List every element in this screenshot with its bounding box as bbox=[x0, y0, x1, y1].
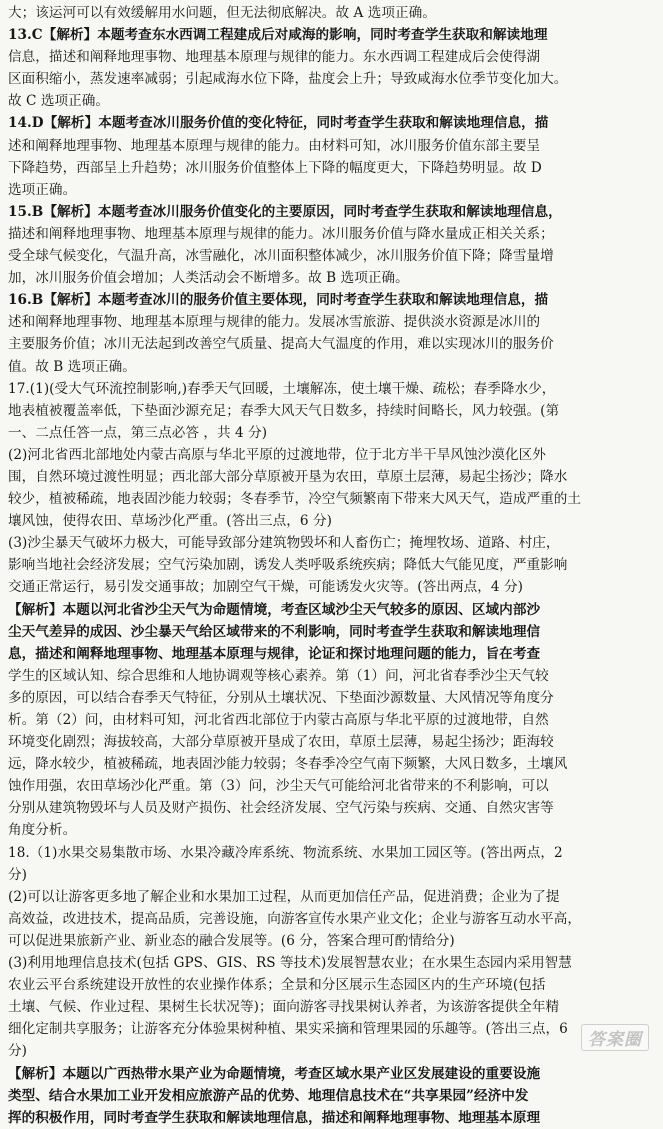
text-line: 18.（1)水果交易集散市场、水果冷藏冷库系统、物流系统、水果加工园区等。(答出两点，2 bbox=[8, 844, 563, 861]
text-line: 述和阐释地理事物、地理基本原理与规律的能力。发展冰雪旅游、提供淡水资源是冰川的 bbox=[8, 314, 541, 331]
text-line: 大；该运河可以有效缓解用水问题，但无法彻底解决。故 A 选项正确。 bbox=[8, 5, 436, 21]
text-line: 析。第（2）问，由材料可知，河北省西北部位于内蒙古高原与华北平原的过渡地带，自然 bbox=[8, 712, 549, 728]
text-line: 息，描述和阐释地理事物、地理基本原理与规律，论证和探讨地理问题的能力，旨在考查 bbox=[8, 645, 541, 662]
text-line: 16.B【解析】本题考查冰川的服务价值主要体现，同时考查学生获取和解读地理信息，描 bbox=[8, 292, 549, 309]
text-line: 选项正确。 bbox=[8, 181, 77, 198]
text-line: 多的原因，可以结合春季天气特征，分别从土壤状况、下垫面沙源数量、大风情况等角度分 bbox=[8, 689, 554, 706]
text-line: 15.B【解析】本题考查冰川服务价值变化的主要原因，同时考查学生获取和解读地理信息， bbox=[8, 203, 562, 220]
text-line: (3)利用地理信息技术(包括 GPS、GIS、RS 等技术)发展智慧农业；在水果生态园内采用智慧 bbox=[8, 955, 572, 972]
text-line: 故 C 选项正确。 bbox=[8, 93, 110, 110]
text-line: 学生的区域认知、综合思维和人地协调观等核心素养。第（1）问，河北省春季沙尘天气较 bbox=[8, 667, 549, 684]
text-line: 信息，描述和阐释地理事物、地理基本原理与规律的能力。东水西调工程建成后会使得湖 bbox=[8, 49, 541, 66]
text-line: 【解析】本题以广西热带水果产业为命题情境，考查区域水果产业区发展建设的重要设施 bbox=[8, 1065, 541, 1082]
text-line: 蚀作用强，农田草场沙化严重。第（3）问，沙尘天气可能给河北省带来的不利影响，可以 bbox=[8, 778, 549, 795]
text-line: 受全球气候变化，气温升高，冰雪融化，冰川面积整体减少，冰川服务价值下降；降雪量增 bbox=[8, 248, 554, 265]
text-line: 影响当地社会经济发展；空气污染加剧，诱发人类呼吸系统疾病；降低大气能见度，严重影响 bbox=[8, 557, 568, 574]
text-line: 远，降水较少，植被稀疏，地表固沙能力较弱；冬春季冷空气南下频繁，大风日数多，土壤风 bbox=[8, 756, 568, 773]
text-line: 13.C【解析】本题考查东水西调工程建成后对咸海的影响，同时考查学生获取和解读地理 bbox=[8, 27, 548, 44]
text-line: 分) bbox=[8, 866, 27, 883]
text-line: (2)河北省西北部地处内蒙古高原与华北平原的过渡地带，位于北方半干旱风蚀沙漠化区外 bbox=[8, 446, 546, 463]
text-line: 值。故 B 选项正确。 bbox=[8, 358, 136, 375]
text-line: 土壤、气候、作业过程、果树生长状况等)；面向游客寻找果树认养者，为该游客提供全年精 bbox=[8, 999, 560, 1016]
text-line: 尘天气差异的成因、沙尘暴天气给区域带来的不利影响，同时考查学生获取和解读地理信 bbox=[8, 623, 541, 640]
text-line: 17.(1)(受大气环流控制影响,)春季天气回暖，土壤解冻，使土壤干燥、疏松；春季降水少， bbox=[8, 380, 556, 397]
text-line: 14.D【解析】本题考查冰川服务价值的变化特征，同时考查学生获取和解读地理信息，描 bbox=[8, 115, 549, 132]
text-line: 描述和阐释地理事物、地理基本原理与规律的能力。冰川服务价值与降水量成正相关关系； bbox=[8, 225, 554, 242]
text-line: 一、二点任答一点，第三点必答 ，共 4 分) bbox=[8, 424, 268, 441]
text-line: 分别从建筑物毁坏与人员及财产损伤、社会经济发展、空气污染与疾病、交通、自然灾害等 bbox=[8, 800, 554, 817]
text-line: 【解析】本题以河北省沙尘天气为命题情境，考查区域沙尘天气较多的原因、区域内部沙 bbox=[8, 601, 541, 618]
text-line: 高效益，改进技术，提高品质，完善设施，向游客宣传水果产业文化；企业与游客互动水平高， bbox=[8, 910, 582, 927]
text-line: 下降趋势，西部呈上升趋势；冰川服务价值整体上下降的幅度更大，下降趋势明显。故 D bbox=[8, 159, 542, 176]
text-line: 角度分析。 bbox=[8, 822, 77, 839]
text-line: (3)沙尘暴天气破坏力极大，可能导致部分建筑物毁坏和人畜伤亡；掩埋牧场、道路、村庄， bbox=[8, 535, 560, 552]
text-line: 加，冰川服务价值会增加；人类活动会不断增多。故 B 选项正确。 bbox=[8, 270, 409, 287]
text-line: 环境变化剧烈；海拔较高，大部分草原被开垦成了农田，草原土层薄，易起尘扬沙；距海较 bbox=[8, 734, 554, 751]
text-line: 主要服务价值；冰川无法起到改善空气质量、提高大气温度的作用，难以实现冰川的服务价 bbox=[8, 336, 554, 353]
text-line: 壤风蚀，使得农田、草场沙化严重。(答出三点，6 分) bbox=[8, 513, 332, 530]
text-line: 可以促进果旅新产业、新业态的融合发展等。(6 分，答案合理可酌情给分) bbox=[8, 932, 455, 949]
watermark: 答案圈 bbox=[581, 1024, 649, 1051]
text-line: 较少，植被稀疏，地表固沙能力较弱；冬春季节，冷空气频繁南下带来大风天气，造成严重的土 bbox=[8, 491, 582, 508]
text-line: 地表植被覆盖率低，下垫面沙源充足；春季大风天气日数多，持续时间略长，风力较强。(第 bbox=[8, 402, 560, 419]
text-line: 述和阐释地理事物、地理基本原理与规律的能力。由材料可知，冰川服务价值东部主要呈 bbox=[8, 137, 541, 154]
text-line: 挥的积极作用，同时考查学生获取和解读地理信息，描述和阐释地理事物、地理基本原理 bbox=[8, 1109, 541, 1126]
text-line: 农业云平台系统建设开放性的农业操作体系；全景和分区展示生态园区内的生产环境(包括 bbox=[8, 977, 546, 994]
text-line: 类型、结合水果加工业开发相应旅游产品的优势、地理信息技术在“共享果园”经济中发 bbox=[8, 1087, 529, 1104]
text-line: 交通正常运行，易引发交通事故；加剧空气干燥，可能诱发火灾等。(答出两点，4 分) bbox=[8, 579, 523, 596]
text-line: 细化定制共享服务；让游客充分体验果树种植、果实采摘和管理果园的乐趣等。(答出三点，6 bbox=[8, 1021, 568, 1038]
text-line: 分) bbox=[8, 1043, 27, 1060]
text-line: (2)可以让游客更多地了解企业和水果加工过程，从而更加信任产品，促进消费；企业为了提 bbox=[8, 888, 560, 905]
text-line: 围，自然环境过渡性明显；西北部大部分草原被开垦为农田，草原土层薄，易起尘扬沙；降水 bbox=[8, 468, 568, 485]
text-line: 区面积缩小，蒸发速率减弱；引起咸海水位下降，盐度会上升；导致咸海水位季节变化加大。 bbox=[8, 71, 568, 88]
